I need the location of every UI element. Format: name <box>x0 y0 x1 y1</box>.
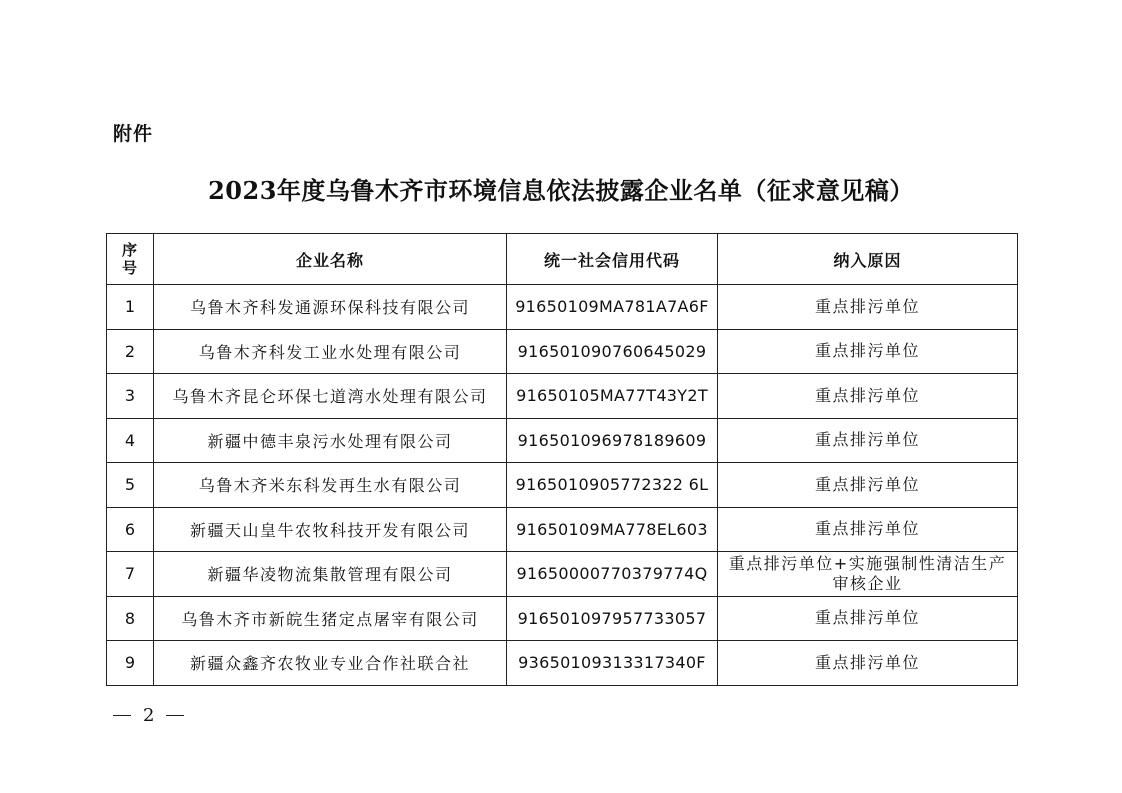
row-seq: 7 <box>107 552 154 597</box>
document-title: 2023年度乌鲁木齐市环境信息依法披露企业名单（征求意见稿） <box>208 176 914 205</box>
row-code: 91650109MA781A7A6F <box>507 285 718 330</box>
row-seq: 3 <box>107 374 154 419</box>
row-reason: 重点排污单位 <box>718 641 1018 686</box>
row-code: 916501097957733057 <box>507 596 718 641</box>
page-number: 2 <box>143 705 155 726</box>
page-dash-right <box>166 715 184 716</box>
row-name: 新疆中德丰泉污水处理有限公司 <box>154 418 507 463</box>
row-reason: 重点排污单位 <box>718 329 1018 374</box>
row-name: 乌鲁木齐米东科发再生水有限公司 <box>154 463 507 508</box>
row-code: 916501096978189609 <box>507 418 718 463</box>
row-name: 乌鲁木齐科发通源环保科技有限公司 <box>154 285 507 330</box>
row-seq: 2 <box>107 329 154 374</box>
row-code: 916501090760645029 <box>507 329 718 374</box>
row-seq: 9 <box>107 641 154 686</box>
row-code: 91650000770379774Q <box>507 552 718 597</box>
attachment-label: 附件 <box>113 123 154 145</box>
enterprise-list-table <box>106 233 1018 686</box>
table-header-row <box>107 234 1018 285</box>
row-seq: 8 <box>107 596 154 641</box>
table-row <box>107 463 1018 508</box>
header-seq <box>107 234 154 285</box>
row-reason: 重点排污单位 <box>718 463 1018 508</box>
row-reason: 重点排污单位+实施强制性清洁生产审核企业 <box>718 552 1018 597</box>
row-name: 新疆华凌物流集散管理有限公司 <box>154 552 507 597</box>
header-name: 企业名称 <box>154 234 507 285</box>
row-reason: 重点排污单位 <box>718 374 1018 419</box>
table-row <box>107 285 1018 330</box>
header-seq-line2: 号 <box>121 259 138 277</box>
row-reason: 重点排污单位 <box>718 285 1018 330</box>
table-row <box>107 374 1018 419</box>
row-reason: 重点排污单位 <box>718 418 1018 463</box>
row-reason: 重点排污单位 <box>718 596 1018 641</box>
row-code: 93650109313317340F <box>507 641 718 686</box>
table-row <box>107 641 1018 686</box>
table-row <box>107 329 1018 374</box>
row-seq: 1 <box>107 285 154 330</box>
header-code: 统一社会信用代码 <box>507 234 718 285</box>
header-reason: 纳入原因 <box>718 234 1018 285</box>
row-code: 91650105MA77T43Y2T <box>507 374 718 419</box>
row-seq: 4 <box>107 418 154 463</box>
row-name: 乌鲁木齐科发工业水处理有限公司 <box>154 329 507 374</box>
page-footer <box>113 705 184 726</box>
row-seq: 5 <box>107 463 154 508</box>
row-name: 乌鲁木齐市新皖生猪定点屠宰有限公司 <box>154 596 507 641</box>
row-code: 9165010905772322 6L <box>507 463 718 508</box>
page-dash-left <box>113 715 131 716</box>
table-row <box>107 507 1018 552</box>
row-name: 新疆天山皇牛农牧科技开发有限公司 <box>154 507 507 552</box>
table-row <box>107 552 1018 597</box>
row-name: 新疆众鑫齐农牧业专业合作社联合社 <box>154 641 507 686</box>
table-row <box>107 418 1018 463</box>
table-row <box>107 596 1018 641</box>
row-code: 91650109MA778EL603 <box>507 507 718 552</box>
header-seq-line1: 序 <box>121 241 138 259</box>
row-seq: 6 <box>107 507 154 552</box>
row-name: 乌鲁木齐昆仑环保七道湾水处理有限公司 <box>154 374 507 419</box>
row-reason: 重点排污单位 <box>718 507 1018 552</box>
